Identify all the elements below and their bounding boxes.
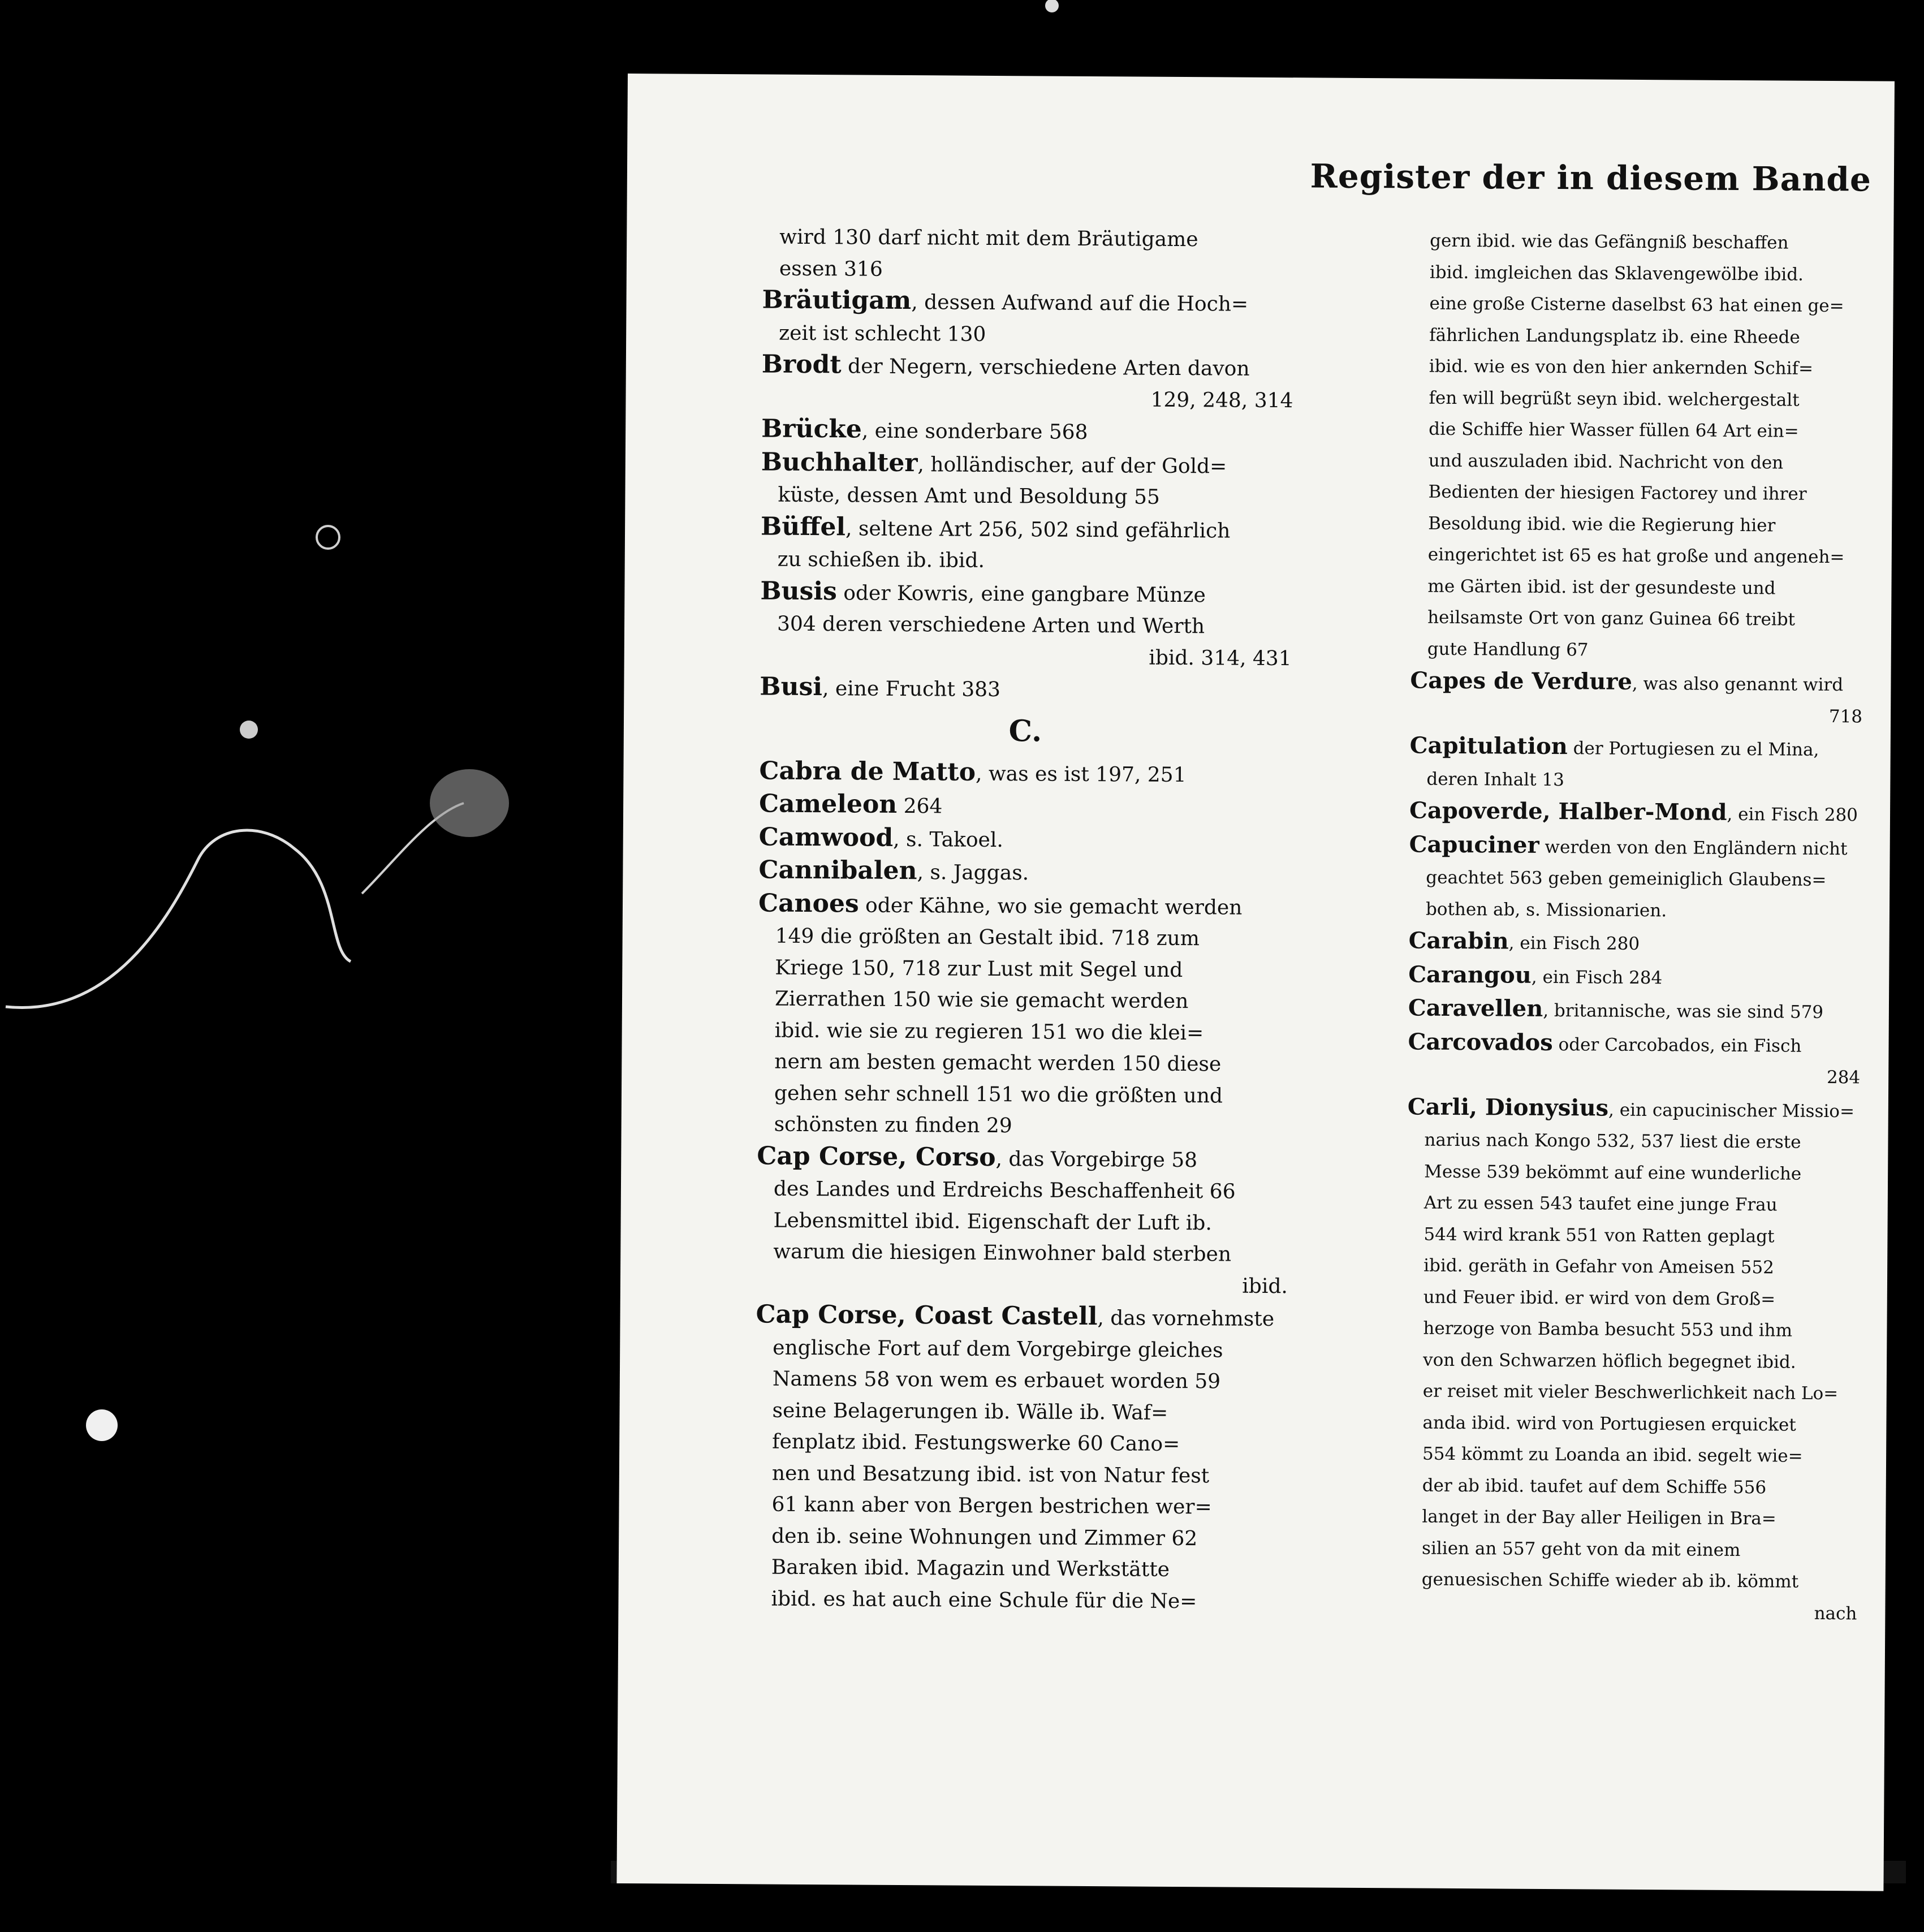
- entry-text: , ein Fisch 280: [1508, 933, 1640, 954]
- continuation-line: gehen sehr schnell 151 wo die größten und: [774, 1081, 1223, 1107]
- page-reference: 718: [1828, 706, 1863, 727]
- continuation-line: silien an 557 geht von da mit einem: [1421, 1538, 1741, 1560]
- continuation-line: ibid. imgleichen das Sklavengewölbe ibid.: [1429, 262, 1804, 285]
- continuation-line: und auszuladen ibid. Nachricht von den: [1428, 450, 1784, 473]
- entry-headword: Carcovados: [1408, 1028, 1553, 1056]
- running-head: Register der in diesem Bande: [1310, 157, 1872, 199]
- continuation-line: 304 deren verschiedene Arten und Werth: [776, 612, 1205, 639]
- continuation-line: essen 316: [779, 257, 883, 281]
- continuation-line: Namens 58 von wem es erbauet worden 59: [772, 1367, 1221, 1394]
- index-entry: [1409, 829, 1862, 865]
- continuation-line: nern am besten gemacht werden 150 diese: [774, 1050, 1222, 1076]
- index-entry: [1409, 795, 1862, 831]
- entry-headword: Buchhalter: [761, 447, 918, 477]
- continuation-line: gute Handlung 67: [1427, 639, 1589, 660]
- continuation-line: warum die hiesigen Einwohner bald sterben: [773, 1240, 1232, 1266]
- entry-headword: Carangou: [1408, 960, 1532, 989]
- index-entry: [758, 854, 1290, 890]
- entry-headword: Camwood: [758, 822, 894, 852]
- continuation-line: den ib. seine Wohnungen und Zimmer 62: [771, 1524, 1198, 1550]
- entry-headword: Cap Corse, Coast Castell: [756, 1300, 1098, 1331]
- index-entry: [1408, 959, 1861, 995]
- entry-headword: Busi: [760, 672, 823, 702]
- entry-headword: Cap Corse, Corso: [757, 1141, 996, 1172]
- continuation-line: Baraken ibid. Magazin und Werkstätte: [771, 1555, 1170, 1581]
- dust-clump: [430, 769, 509, 837]
- continuation-line: seine Belagerungen ib. Wälle ib. Waf=: [772, 1399, 1168, 1425]
- continuation-line: 61 kann aber von Bergen bestrichen wer=: [771, 1493, 1212, 1519]
- continuation-line: wird 130 darf nicht mit dem Bräutigame: [779, 225, 1198, 252]
- continuation-line: von den Schwarzen höflich begegnet ibid.: [1423, 1349, 1796, 1373]
- entry-text: , das vornehmste: [1097, 1306, 1275, 1331]
- entry-text: , was also genannt wird: [1632, 673, 1844, 696]
- speck: [240, 721, 258, 739]
- continuation-line: Art zu essen 543 taufet eine junge Frau: [1423, 1192, 1778, 1215]
- entry-text: , seltene Art 256, 502 sind gefährlich: [845, 516, 1231, 543]
- index-column-left: [754, 221, 1294, 1618]
- entry-text: , eine Frucht 383: [822, 677, 1001, 702]
- continuation-line: schönsten zu finden 29: [774, 1112, 1012, 1138]
- entry-text: der Negern, verschiedene Arten davon: [841, 355, 1250, 381]
- index-entry: [1410, 665, 1862, 701]
- continuation-line: und Feuer ibid. er wird von dem Groß=: [1423, 1287, 1776, 1309]
- entry-text: , dessen Aufwand auf die Hoch=: [911, 291, 1249, 316]
- continuation-line: langet in der Bay aller Heiligen in Bra=: [1422, 1506, 1776, 1529]
- section-letter: C.: [1008, 713, 1042, 748]
- entry-text: , eine sonderbare 568: [861, 419, 1088, 444]
- continuation-line: der ab ibid. taufet auf dem Schiffe 556: [1422, 1475, 1767, 1498]
- index-entry: [760, 575, 1292, 611]
- continuation-line: me Gärten ibid. ist der gesundeste und: [1427, 576, 1776, 598]
- entry-text: der Portugiesen zu el Mina,: [1567, 738, 1819, 760]
- continuation-line: zeit ist schlecht 130: [779, 321, 986, 346]
- ring-speck: [317, 526, 339, 549]
- entry-headword: Canoes: [758, 888, 859, 918]
- index-entry: [756, 1299, 1287, 1335]
- continuation-line: geachtet 563 geben gemeiniglich Glaubens=: [1426, 867, 1827, 890]
- continuation-line: 544 wird krank 551 von Ratten geplagt: [1423, 1224, 1775, 1247]
- entry-headword: Cameleon: [758, 789, 898, 819]
- continuation-line: Lebensmittel ibid. Eigenschaft der Luft ib.: [773, 1209, 1212, 1235]
- continuation-line: nen und Besatzung ibid. ist von Natur fest: [771, 1461, 1210, 1487]
- continuation-line: Bedienten der hiesigen Factorey und ihrer: [1428, 481, 1807, 504]
- entry-text: , holländischer, auf der Gold=: [917, 452, 1227, 478]
- entry-text: oder Kähne, wo sie gemacht werden: [859, 894, 1243, 920]
- index-entry: [758, 887, 1290, 924]
- thread-fiber: [6, 830, 351, 1008]
- entry-text: , ein capucinischer Missio=: [1608, 1099, 1855, 1122]
- continuation-line: gern ibid. wie das Gefängniß beschaffen: [1430, 230, 1789, 253]
- entry-headword: Cabra de Matto: [759, 756, 976, 787]
- index-entry: [762, 284, 1293, 320]
- index-entry: [1410, 730, 1862, 766]
- index-entry: [1408, 1026, 1860, 1062]
- continuation-line: bothen ab, s. Missionarien.: [1425, 899, 1667, 921]
- continuation-line: fenplatz ibid. Festungswerke 60 Cano=: [772, 1430, 1180, 1456]
- entry-text: , s. Jaggas.: [917, 861, 1029, 885]
- continuation-line: die Schiffe hier Wasser füllen 64 Art ein=: [1429, 419, 1799, 442]
- continuation-line: er reiset mit vieler Beschwerlichkeit nach Lo=: [1422, 1381, 1839, 1404]
- entry-headword: Busis: [760, 576, 838, 606]
- entry-headword: Caravellen: [1408, 994, 1543, 1022]
- continuation-line: Messe 539 bekömmt auf eine wunderliche: [1424, 1161, 1802, 1184]
- continuation-line: des Landes und Erdreichs Beschaffenheit 66: [773, 1177, 1236, 1204]
- entry-text: , britannische, was sie sind 579: [1543, 1000, 1824, 1023]
- continuation-line: zu schießen ib. ibid.: [777, 547, 985, 572]
- entry-headword: Büffel: [760, 511, 846, 541]
- continuation-line: Zierrathen 150 wie sie gemacht werden: [774, 987, 1189, 1014]
- entry-headword: Capes de Verdure: [1410, 667, 1633, 695]
- continuation-line: eingerichtet ist 65 es hat große und angeneh=: [1427, 544, 1845, 568]
- entry-text: , ein Fisch 284: [1531, 967, 1663, 988]
- entry-headword: Brodt: [761, 350, 842, 380]
- continuation-line: narius nach Kongo 532, 537 liest die erste: [1424, 1129, 1801, 1153]
- index-entry: [761, 413, 1293, 449]
- continuation-line: fährlichen Landungsplatz ib. eine Rheede: [1429, 325, 1800, 348]
- speck-top: [1045, 0, 1059, 12]
- index-entry: [760, 671, 1291, 707]
- entry-text: , das Vorgebirge 58: [995, 1147, 1198, 1172]
- index-column-right: [1404, 225, 1865, 1629]
- entry-headword: Carabin: [1408, 927, 1509, 955]
- index-entry: [759, 821, 1291, 857]
- continuation-line: eine große Cisterne daselbst 63 hat einen ge=: [1429, 293, 1844, 317]
- continuation-line: ibid. es hat auch eine Schule für die Ne=: [771, 1587, 1197, 1613]
- page-reference: ibid.: [1242, 1274, 1288, 1298]
- book-page: [616, 74, 1895, 1891]
- continuation-line: Besoldung ibid. wie die Regierung hier: [1428, 513, 1776, 536]
- entry-headword: Capoverde, Halber-Mond: [1409, 797, 1727, 826]
- continuation-line: ibid. geräth in Gefahr von Ameisen 552: [1423, 1255, 1774, 1278]
- index-entry: [761, 446, 1293, 482]
- entry-text: oder Kowris, eine gangbare Münze: [836, 581, 1206, 607]
- entry-text: oder Carcobados, ein Fisch: [1552, 1034, 1802, 1056]
- continuation-line: 554 kömmt zu Loanda an ibid. segelt wie=: [1422, 1443, 1803, 1467]
- entry-headword: Cannibalen: [758, 855, 917, 886]
- page-reference: nach: [1814, 1603, 1857, 1624]
- index-entry: [759, 755, 1291, 791]
- index-entry: [762, 348, 1293, 385]
- entry-text: , ein Fisch 280: [1727, 804, 1858, 826]
- page-reference: 284: [1826, 1067, 1861, 1088]
- continuation-line: genuesischen Schiffe wieder ab ib. kömmt: [1421, 1569, 1799, 1592]
- continuation-line: fen will begrüßt seyn ibid. welchergestalt: [1429, 387, 1800, 411]
- entry-headword: Capuciner: [1409, 830, 1539, 859]
- continuation-line: ibid. wie sie zu regieren 151 wo die klei=: [774, 1019, 1204, 1045]
- continuation-line: heilsamste Ort von ganz Guinea 66 treibt: [1427, 607, 1796, 630]
- page-reference: 129, 248, 314: [1150, 388, 1293, 412]
- continuation-line: ibid. wie es von den hier ankernden Schif=: [1429, 356, 1814, 379]
- index-entry: [759, 788, 1291, 824]
- paper-speck: [86, 1409, 118, 1441]
- index-entry: [757, 1140, 1288, 1176]
- continuation-line: englische Fort auf dem Vorgebirge gleiches: [773, 1336, 1223, 1362]
- page-reference: ibid. 314, 431: [1149, 646, 1292, 670]
- entry-text: 264: [897, 794, 943, 818]
- continuation-line: herzoge von Bamba besucht 553 und ihm: [1423, 1318, 1793, 1341]
- entry-text: , was es ist 197, 251: [975, 762, 1187, 787]
- index-entry: [1408, 925, 1861, 961]
- index-entry: [1408, 1091, 1860, 1127]
- entry-headword: Bräutigam: [762, 285, 912, 316]
- entry-text: , s. Takoel.: [893, 827, 1003, 852]
- entry-text: werden von den Engländern nicht: [1539, 836, 1848, 859]
- continuation-line: deren Inhalt 13: [1426, 769, 1565, 790]
- entry-headword: Carli, Dionysius: [1407, 1093, 1609, 1122]
- index-entry: [1408, 992, 1861, 1028]
- continuation-line: Kriege 150, 718 zur Lust mit Segel und: [775, 956, 1183, 982]
- continuation-line: küste, dessen Amt und Besoldung 55: [778, 483, 1160, 509]
- entry-headword: Capitulation: [1409, 732, 1568, 760]
- continuation-line: anda ibid. wird von Portugiesen erquicket: [1422, 1412, 1796, 1435]
- entry-headword: Brücke: [761, 414, 862, 444]
- continuation-line: 149 die größten an Gestalt ibid. 718 zum: [775, 924, 1200, 951]
- index-entry: [761, 511, 1292, 547]
